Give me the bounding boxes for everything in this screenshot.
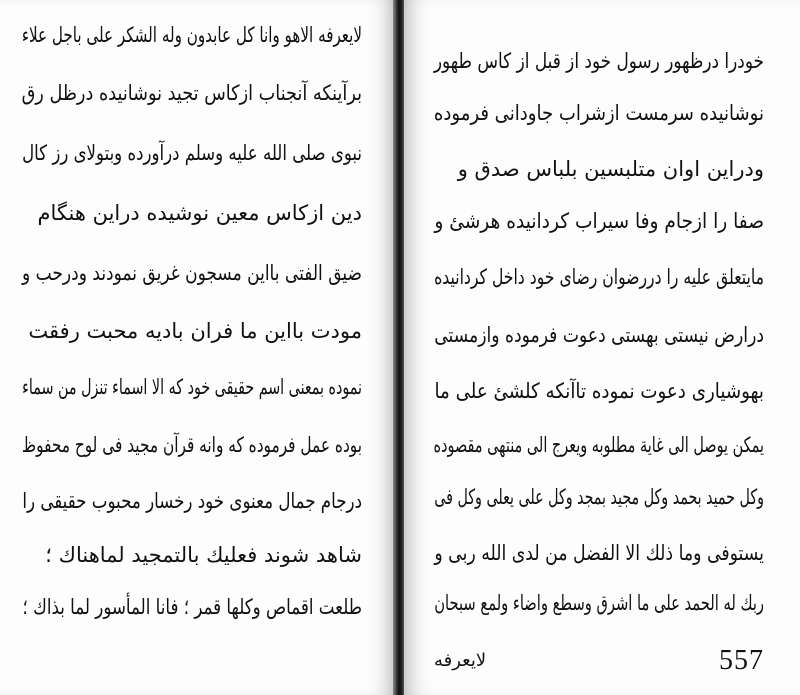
right-page-line-6: مودت بااين ما فران باديه محبت رفقت: [28, 319, 362, 343]
right-page-line-2: برآينكه آنجناب ازكاس تجيد نوشانيده درظل رق: [21, 81, 362, 105]
left-page: [404, 0, 800, 695]
right-page-line-1: لايعرفه الاهو وانا كل عابدون وله الشكر على باجل علاء: [21, 23, 362, 47]
left-page-line-3: ودراين اوان متلبسين بلباس صدق و: [457, 157, 764, 181]
left-page-line-1: خودرا درظهور رسول خود از قبل از كاس طهور: [433, 49, 764, 73]
left-page-line-6: درارض نيستى بهستى دعوت فرموده وازمستى: [434, 323, 764, 347]
right-page-line-4: دين ازكاس معين نوشيده دراين هنگام: [37, 201, 362, 225]
right-page-line-5: ضيق الفتى بااين مسجون غريق نمودند ودرحب و: [22, 261, 363, 285]
left-page-line-9: وكل حميد بحمد وكل مجيد بمجد وكل على يعلى وكل فى: [434, 485, 764, 509]
right-page-line-8: بوده عمل فرموده كه وانه قرآن مجيد فى لوح محفوظ: [21, 433, 362, 457]
page-number: 557: [719, 645, 764, 676]
right-page-line-10: شاهد شوند فعليك بالتمجيد لماهناك ؛: [45, 543, 362, 567]
left-page-line-10: يستوفى وما ذلك الا الفضل من لدى الله ربى و: [434, 541, 764, 565]
left-page-line-5: مايتعلق عليه را دررضوان رضاى خود داخل كردانيده: [434, 265, 764, 289]
left-page-line-8: يمكن يوصل الى غاية مطلوبه ويعرج الى منتهى مقصوده: [433, 433, 764, 457]
right-page-line-9: درجام جمال معنوى خود رخسار محبوب حقيقى را: [22, 489, 363, 513]
right-page-line-11: طلعت اقماص وكلها قمر ؛ فانا المأسور لما بذاك ؛: [22, 595, 363, 619]
catchword: لايعرفه: [434, 650, 487, 671]
left-page-line-4: صفا را ازجام وفا سيراب كردانيده هرشئ و: [434, 209, 764, 233]
right-page: [0, 0, 396, 695]
left-page-line-2: نوشانيده سرمست ازشراب جاودانى فرموده: [433, 101, 764, 125]
left-page-line-7: بهوشيارى دعوت نموده تاآنكه كلشئ على ما: [434, 379, 764, 403]
left-page-line-11: ربك له الحمد على ما اشرق وسطع واضاء ولمع سبحان: [434, 591, 764, 615]
right-page-line-3: نبوى صلى الله عليه وسلم درآورده وبتولاى رز كال: [22, 141, 362, 165]
right-page-line-7: نموده بمعنى اسم حقيقى خود كه الا اسماء تنزل من سماء: [22, 375, 362, 399]
